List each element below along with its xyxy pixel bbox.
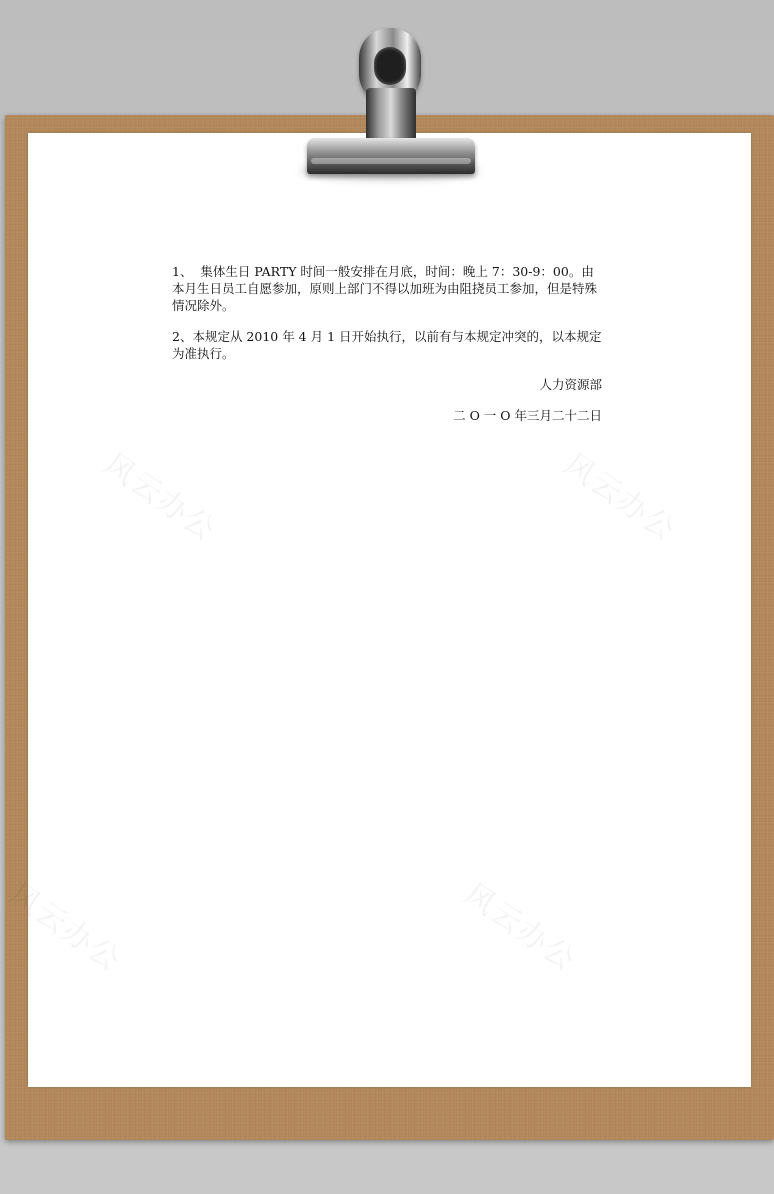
watermark: 风云办公 (2, 876, 128, 979)
watermark: 风云办公 (557, 446, 683, 549)
clip-stem (366, 88, 416, 144)
document-body (172, 263, 602, 424)
signature-department: 人力资源部 (539, 377, 602, 392)
watermark: 风云办公 (457, 876, 583, 979)
signature-date: 二 O 一 O 年三月二十二日 (453, 408, 602, 423)
watermark: 风云办公 (97, 446, 223, 549)
clip-base-highlight (311, 158, 471, 164)
paragraph-1: 1、 集体生日 PARTY 时间一般安排在月底，时间：晚上 7：30-9：00。由本月生日员工自愿参加，原则上部门不得以加班为由阻挠员工参加，但是特殊情况除外。 (172, 264, 598, 313)
clip-base (307, 138, 475, 174)
clip-ring-hole (374, 47, 406, 85)
paragraph-2: 2、本规定从 2010 年 4 月 1 日开始执行，以前有与本规定冲突的，以本规定为准执行。 (172, 329, 602, 361)
